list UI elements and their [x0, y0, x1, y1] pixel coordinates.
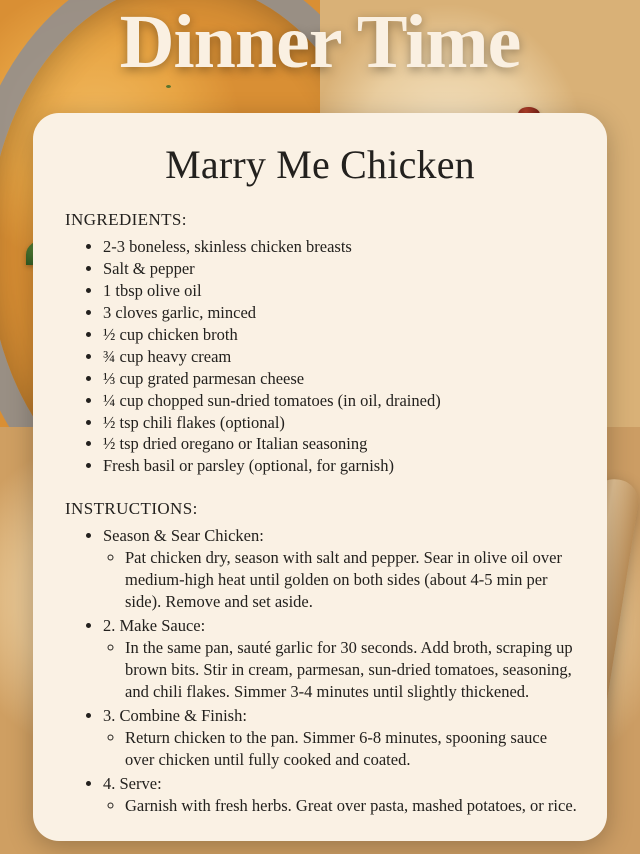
list-item: • 1 tbsp olive oil [103, 280, 577, 302]
recipe-card [33, 113, 607, 841]
list-item [103, 615, 577, 703]
step-label: • 4. Serve: [103, 773, 162, 793]
list-item: • 2-3 boneless, skinless chicken breasts [103, 236, 577, 258]
list-item: • ¼ cup chopped sun-dried tomatoes (in oil, drained) [103, 390, 577, 412]
list-item: • Salt & pepper [103, 258, 577, 280]
list-item: • Fresh basil or parsley (optional, for garnish) [103, 455, 577, 477]
list-item [103, 773, 577, 817]
step-details [103, 547, 577, 613]
step-details [103, 795, 577, 817]
list-item: ◦ In the same pan, sauté garlic for 30 seconds. Add broth, scraping up brown bits. Stir in cream, parmesan, sun-dried tomatoes, seasoning, and chili flakes. Simmer 3-4 minutes until slightly thickened. [125, 637, 577, 703]
list-item [103, 705, 577, 771]
ingredients-heading: INGREDIENTS: [65, 210, 187, 229]
herb-fleck-icon [166, 85, 171, 88]
instructions-heading: INSTRUCTIONS: [65, 499, 198, 519]
list-item: ◦ Garnish with fresh herbs. Great over pasta, mashed potatoes, or rice. [125, 795, 577, 817]
list-item: • 3 cloves garlic, minced [103, 302, 577, 324]
step-label: • 3. Combine & Finish: [103, 705, 247, 725]
list-item: • ½ cup chicken broth [103, 324, 577, 346]
list-item: • ⅓ cup grated parmesan cheese [103, 368, 577, 390]
list-item: ◦ Return chicken to the pan. Simmer 6-8 minutes, spooning sauce over chicken until fully cooked and coated. [125, 727, 577, 771]
step-label: • 2. Make Sauce: [103, 616, 206, 636]
ingredients-list [63, 236, 577, 477]
list-item: ◦ Pat chicken dry, season with salt and pepper. Sear in olive oil over medium-high heat until golden on both sides (about 4-5 min per side). Remove and set aside. [125, 547, 577, 613]
list-item: • ¾ cup heavy cream [103, 346, 577, 368]
step-details [103, 727, 577, 771]
list-item: • ½ tsp dried oregano or Italian seasoning [103, 433, 577, 455]
instructions-list [63, 525, 577, 816]
list-item [103, 525, 577, 613]
poster-title: Dinner Time [119, 0, 521, 84]
list-item: • ½ tsp chili flakes (optional) [103, 412, 577, 434]
step-label: • Season & Sear Chicken: [103, 526, 264, 546]
step-details [103, 637, 577, 703]
recipe-title: Marry Me Chicken [165, 142, 475, 187]
